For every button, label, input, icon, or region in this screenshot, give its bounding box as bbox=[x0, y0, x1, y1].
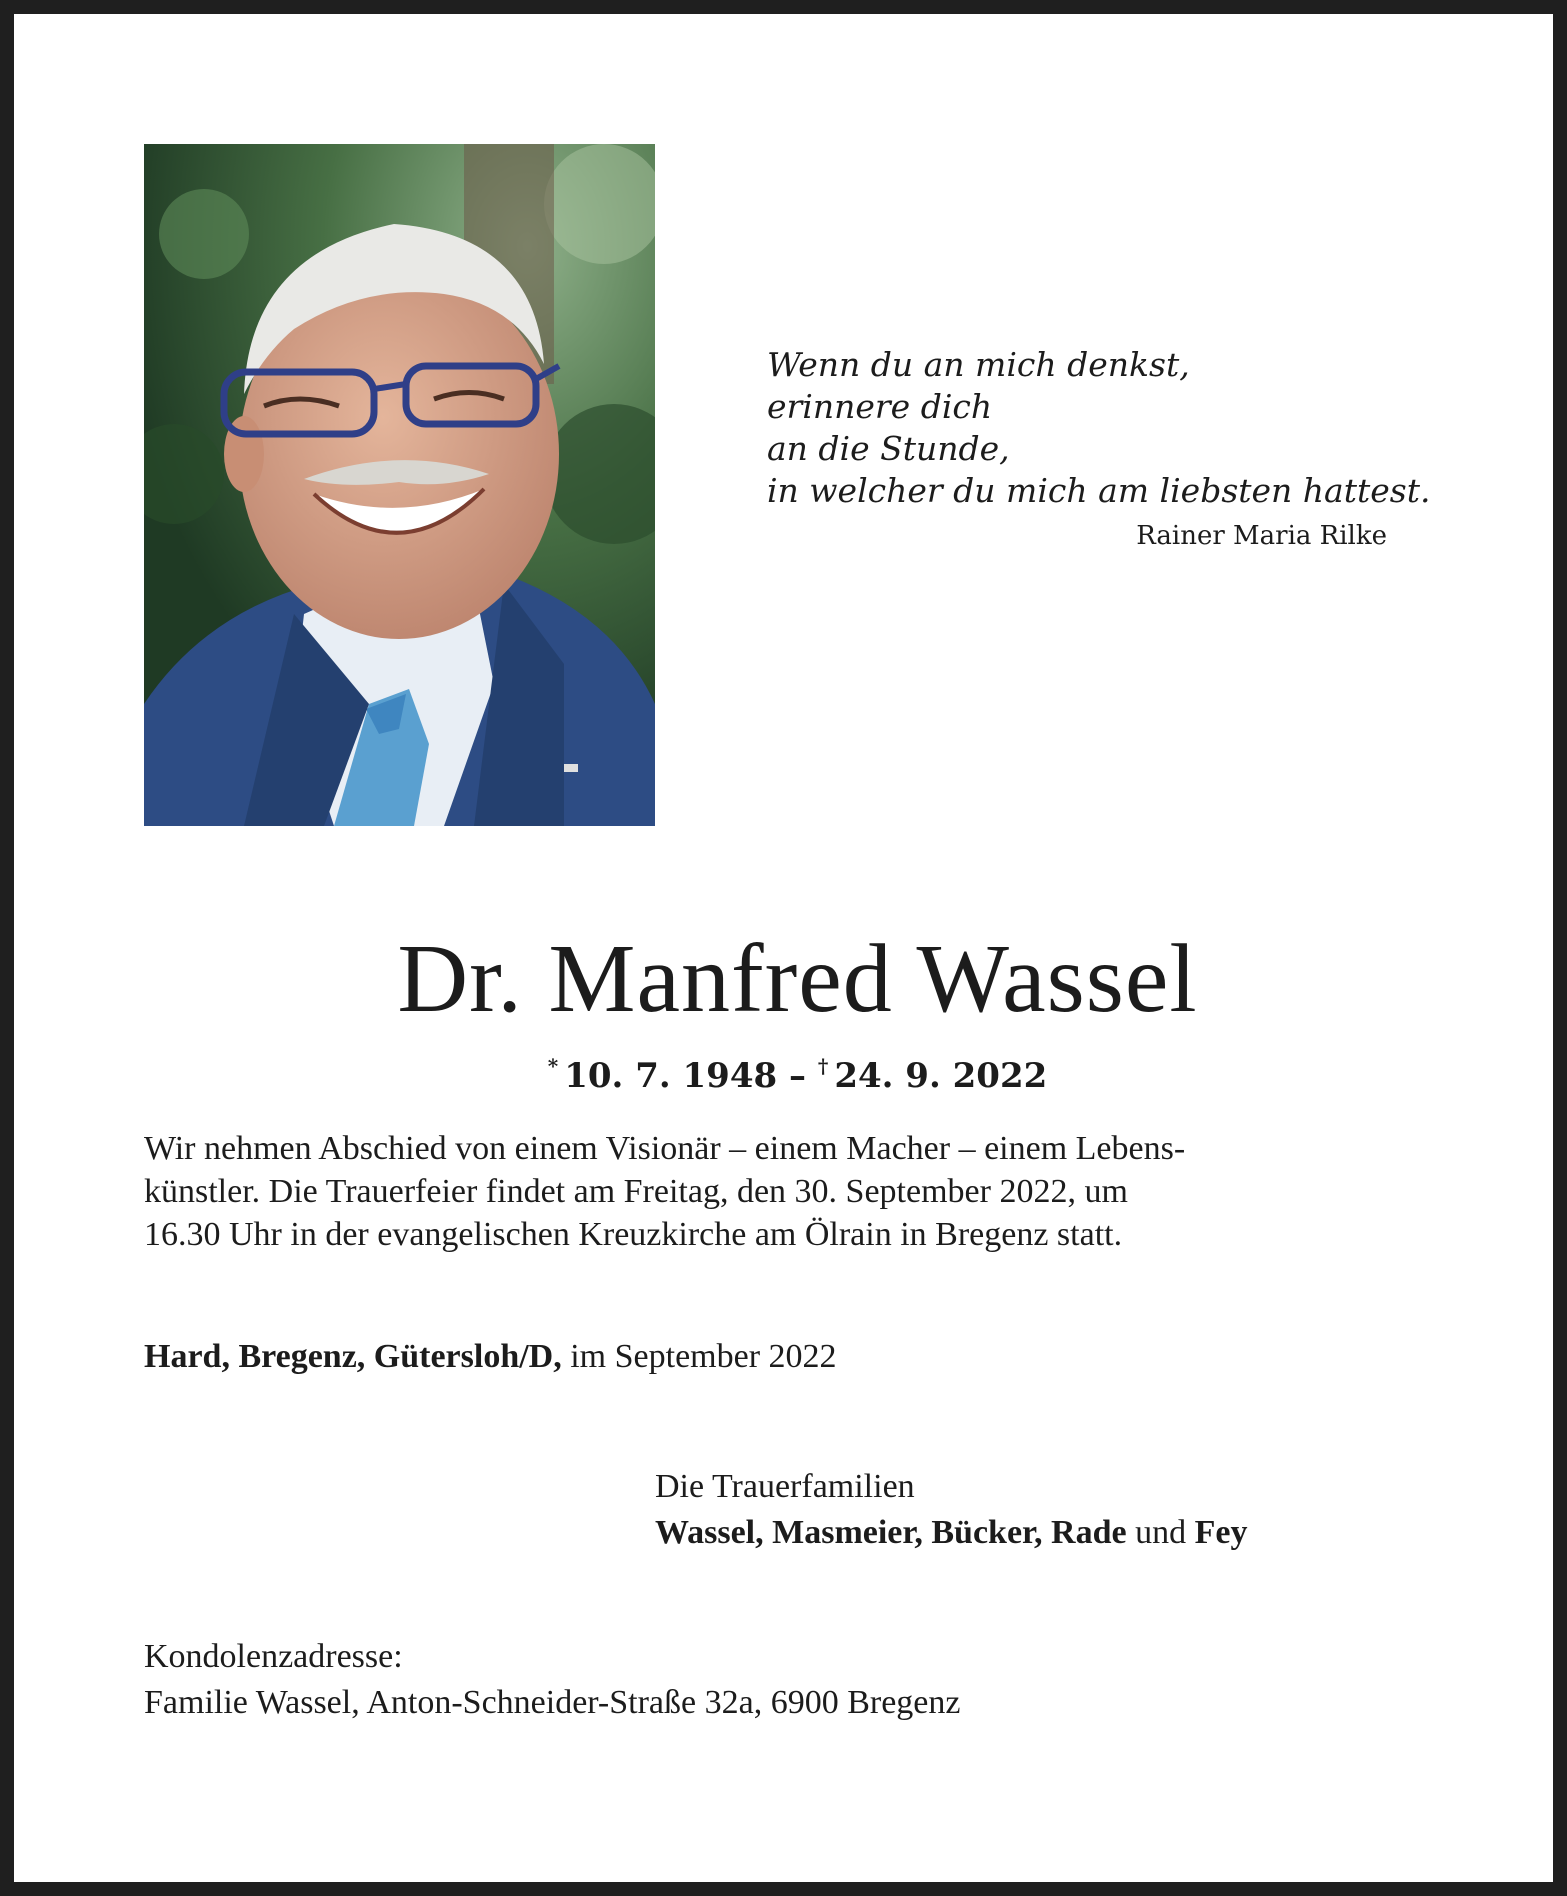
condolence-address-line: Familie Wassel, Anton-Schneider-Straße 32a, 6900 Bregenz bbox=[144, 1684, 961, 1721]
announcement-text bbox=[144, 1127, 1451, 1256]
places: Hard, Bregenz, Gütersloh/D, bbox=[144, 1338, 562, 1375]
family-names: Wassel, Masmeier, Bücker, Rade bbox=[655, 1514, 1127, 1551]
rilke-quote bbox=[767, 344, 1431, 556]
quote-line: Wenn du an mich denkst, bbox=[767, 345, 1190, 384]
deceased-name: Dr. Manfred Wassel bbox=[397, 925, 1198, 1033]
death-symbol: † bbox=[817, 1054, 829, 1078]
families-connector: und bbox=[1126, 1514, 1195, 1551]
announcement-line: künstler. Die Trauerfeier findet am Freitag, den 30. September 2022, um bbox=[144, 1173, 1128, 1210]
families-names-line bbox=[655, 1510, 1247, 1556]
mourning-families bbox=[655, 1464, 1247, 1556]
date-separator: – bbox=[777, 1056, 818, 1096]
condolence-label: Kondolenzadresse: bbox=[144, 1638, 403, 1675]
death-date: 24. 9. 2022 bbox=[834, 1056, 1048, 1096]
quote-line: erinnere dich bbox=[767, 387, 993, 426]
quote-line: in welcher du mich am liebsten hattest. bbox=[767, 471, 1431, 510]
announcement-line: 16.30 Uhr in der evangelischen Kreuzkirche am Ölrain in Bregenz statt. bbox=[144, 1216, 1123, 1253]
family-last-name: Fey bbox=[1194, 1514, 1248, 1551]
birth-date: 10. 7. 1948 bbox=[564, 1056, 778, 1096]
birth-symbol: * bbox=[547, 1054, 559, 1078]
condolence-address bbox=[144, 1634, 960, 1726]
month-year: im September 2022 bbox=[561, 1338, 837, 1375]
portrait-photo bbox=[144, 144, 655, 826]
life-dates bbox=[14, 1042, 1567, 1100]
quote-author: Rainer Maria Rilke bbox=[1136, 521, 1387, 551]
families-intro: Die Trauerfamilien bbox=[655, 1468, 915, 1505]
place-and-date bbox=[144, 1334, 837, 1380]
announcement-line: Wir nehmen Abschied von einem Visionär – einem Macher – einem Lebens- bbox=[144, 1130, 1186, 1167]
quote-line: an die Stunde, bbox=[767, 429, 1010, 468]
